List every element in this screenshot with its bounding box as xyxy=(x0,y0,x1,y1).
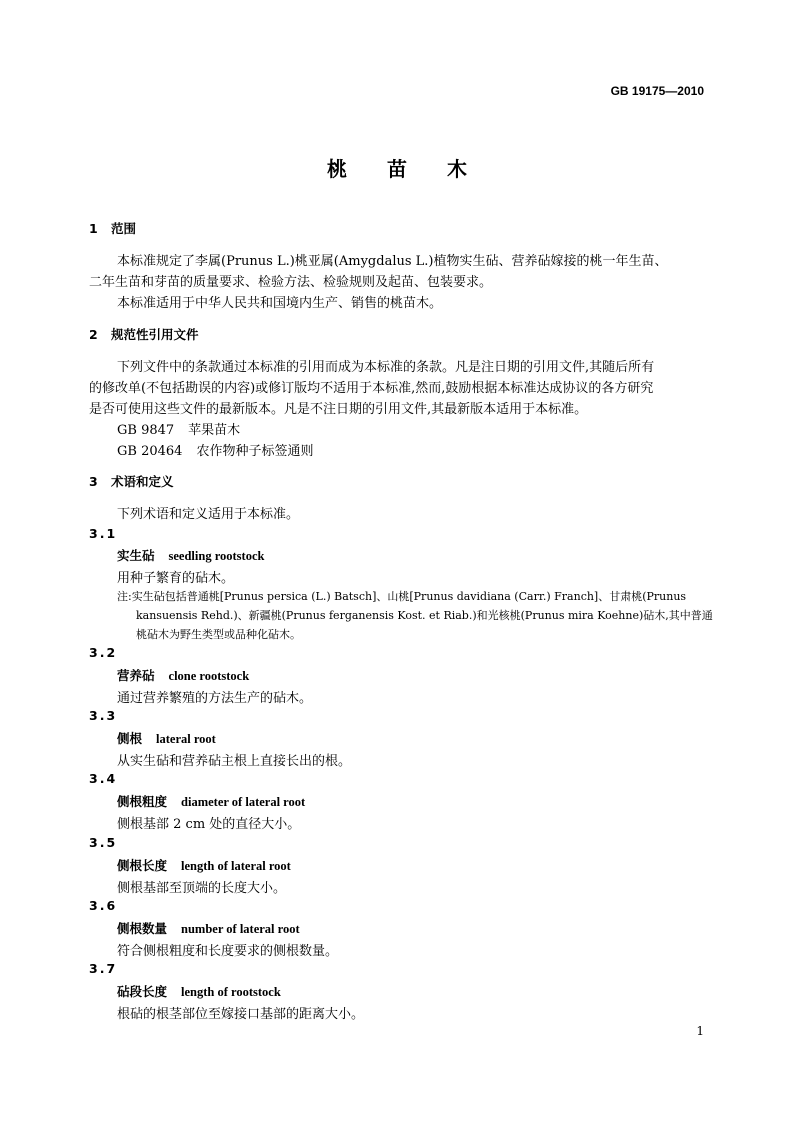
section-2-heading xyxy=(89,325,199,343)
section-3-intro: 下列术语和定义适用于本标准。 xyxy=(117,507,300,522)
term-en: diameter of lateral root xyxy=(181,795,306,809)
section-number: 1 xyxy=(89,221,98,236)
section-title: 范围 xyxy=(111,221,137,236)
term-en: lateral root xyxy=(156,732,216,746)
clause-number: 3.6 xyxy=(89,898,118,913)
term-definition: 根砧的根茎部位至嫁接口基部的距离大小。 xyxy=(117,1007,365,1022)
term-heading xyxy=(117,792,305,810)
term-en: seedling rootstock xyxy=(168,549,265,563)
term-heading xyxy=(117,982,281,1000)
reference-code: GB 20464 xyxy=(117,444,183,459)
term-cn: 实生砧 xyxy=(117,548,155,563)
section-3-heading xyxy=(89,472,174,490)
reference-item xyxy=(117,419,240,438)
term-cn: 营养砧 xyxy=(117,668,155,683)
term-cn: 砧段长度 xyxy=(117,984,168,999)
clause-number: 3.3 xyxy=(89,708,118,723)
term-en: clone rootstock xyxy=(168,669,250,683)
section-title: 术语和定义 xyxy=(111,474,174,489)
section-1-heading xyxy=(89,219,136,237)
reference-title: 苹果苗木 xyxy=(188,423,241,438)
term-definition: 符合侧根粗度和长度要求的侧根数量。 xyxy=(117,944,339,959)
page-number: 1 xyxy=(696,1024,704,1038)
section-1-paragraph-1-line-1: 本标准规定了李属(Prunus L.)桃亚属(Amygdalus L.)植物实生砧、营养砧嫁接的桃一年生苗、 xyxy=(117,254,668,269)
section-number: 2 xyxy=(89,327,98,342)
term-heading xyxy=(117,729,216,747)
section-1-paragraph-2: 本标准适用于中华人民共和国境内生产、销售的桃苗木。 xyxy=(117,296,443,311)
reference-item xyxy=(117,440,313,459)
term-cn: 侧根粗度 xyxy=(117,794,168,809)
page-title: 桃苗木 xyxy=(327,157,507,181)
term-heading xyxy=(117,856,291,874)
standard-number: GB 19175—2010 xyxy=(610,84,704,98)
term-cn: 侧根数量 xyxy=(117,921,168,936)
term-definition: 通过营养繁殖的方法生产的砧木。 xyxy=(117,691,313,706)
term-note-line-3: 桃砧木为野生类型或品种化砧木。 xyxy=(136,628,301,641)
clause-number: 3.4 xyxy=(89,771,118,786)
term-definition: 用种子繁育的砧木。 xyxy=(117,571,235,586)
term-heading xyxy=(117,666,249,684)
term-en: length of lateral root xyxy=(181,859,291,873)
section-2-paragraph-line-3: 是否可使用这些文件的最新版本。凡是不注日期的引用文件,其最新版本适用于本标准。 xyxy=(89,402,588,417)
reference-title: 农作物种子标签通则 xyxy=(196,444,314,459)
term-definition: 侧根基部 2 cm 处的直径大小。 xyxy=(117,817,301,832)
section-number: 3 xyxy=(89,474,98,489)
term-definition: 从实生砧和营养砧主根上直接长出的根。 xyxy=(117,754,352,769)
section-1-paragraph-1-line-2: 二年生苗和芽苗的质量要求、检验方法、检验规则及起苗、包装要求。 xyxy=(89,275,493,290)
section-title: 规范性引用文件 xyxy=(111,327,199,342)
clause-number: 3.2 xyxy=(89,645,118,660)
term-cn: 侧根 xyxy=(117,731,143,746)
clause-number: 3.7 xyxy=(89,961,118,976)
term-en: number of lateral root xyxy=(181,922,300,936)
term-en: length of rootstock xyxy=(181,985,281,999)
term-note-line-2: kansuensis Rehd.)、新疆桃(Prunus ferganensis Kost. et Riab.)和光核桃(Prunus mira Koehne)砧木,其中普通 xyxy=(136,609,713,622)
reference-code: GB 9847 xyxy=(117,423,175,438)
term-note-line-1: 注:实生砧包括普通桃[Prunus persica (L.) Batsch]、山桃[Prunus davidiana (Carr.) Franch]、甘肃桃(Prunus xyxy=(117,590,687,603)
term-cn: 侧根长度 xyxy=(117,858,168,873)
section-2-paragraph-line-1: 下列文件中的条款通过本标准的引用而成为本标准的条款。凡是注日期的引用文件,其随后所有 xyxy=(117,360,655,375)
section-2-paragraph-line-2: 的修改单(不包括勘误的内容)或修订版均不适用于本标准,然而,鼓励根据本标准达成协议的各方研究 xyxy=(89,381,654,396)
term-heading xyxy=(117,546,264,564)
term-heading xyxy=(117,919,300,937)
clause-number: 3.5 xyxy=(89,835,118,850)
term-definition: 侧根基部至顶端的长度大小。 xyxy=(117,881,287,896)
clause-number: 3.1 xyxy=(89,526,118,541)
